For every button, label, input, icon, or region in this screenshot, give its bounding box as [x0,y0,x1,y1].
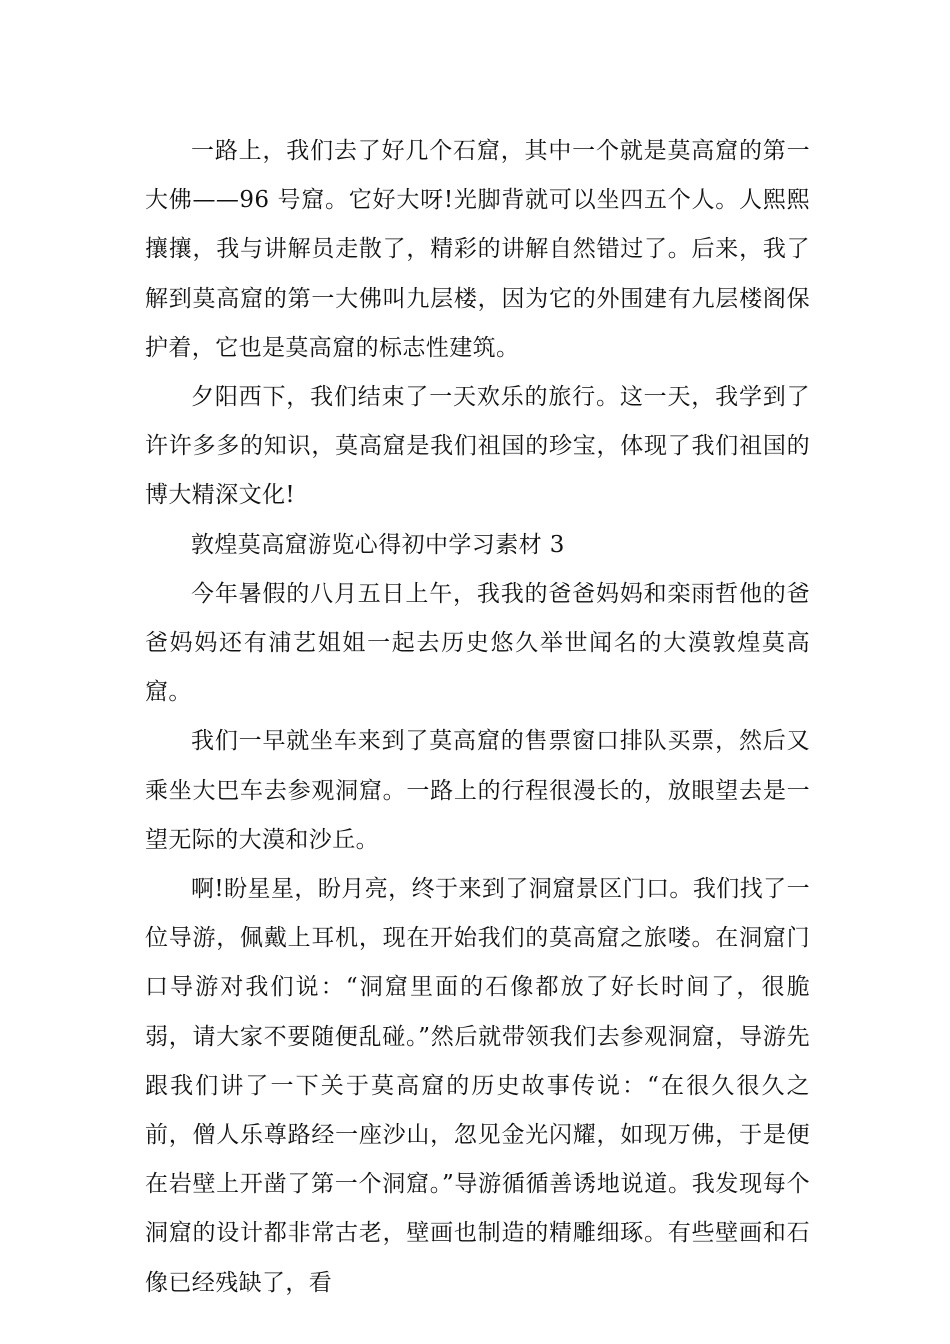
document-body [145,127,810,1308]
paragraph-bus-ride: 我们一早就坐车来到了莫高窟的售票窗口排队买票，然后又乘坐大巴车去参观洞窟。一路上的行程很漫长的，放眼望去是一望无际的大漠和沙丘。 [145,728,810,853]
paragraph-cave-visit: 一路上，我们去了好几个石窟，其中一个就是莫高窟的第一大佛——96 号窟。它好大呀!光脚背就可以坐四五个人。人熙熙攘攘，我与讲解员走散了，精彩的讲解自然错过了。后来，我了解到莫高窟的第一大佛叫九层楼，因为它的外围建有九层楼阁保护着，它也是莫高窟的标志性建筑。 [145,138,810,361]
paragraph-summer-trip: 今年暑假的八月五日上午，我我的爸爸妈妈和栾雨哲他的爸爸妈妈还有浦艺姐姐一起去历史悠久举世闻名的大漠敦煌莫高窟。 [145,580,810,706]
paragraph-cave-entrance: 啊!盼星星，盼月亮，终于来到了洞窟景区门口。我们找了一位导游，佩戴上耳机，现在开始我们的莫高窟之旅喽。在洞窟门口导游对我们说：“洞窟里面的石像都放了好长时间了，很脆弱，请大家不要随便乱碰。”然后就带领我们去参观洞窟，导游先跟我们讲了一下关于莫高窟的历史故事传说：“在很久很久之前，僧人乐尊路经一座沙山，忽见金光闪耀，如现万佛，于是便在岩壁上开凿了第一个洞窟。”导游循循善诱地说道。我发现每个洞窟的设计都非常古老，壁画也制造的精雕细琢。有些壁画和石像已经残缺了，看 [145,876,810,1296]
paragraph-sunset: 夕阳西下，我们结束了一天欢乐的旅行。这一天，我学到了许许多多的知识，莫高窟是我们祖国的珍宝，体现了我们祖国的博大精深文化! [145,384,810,509]
section-title: 敦煌莫高窟游览心得初中学习素材 3 [191,531,565,558]
